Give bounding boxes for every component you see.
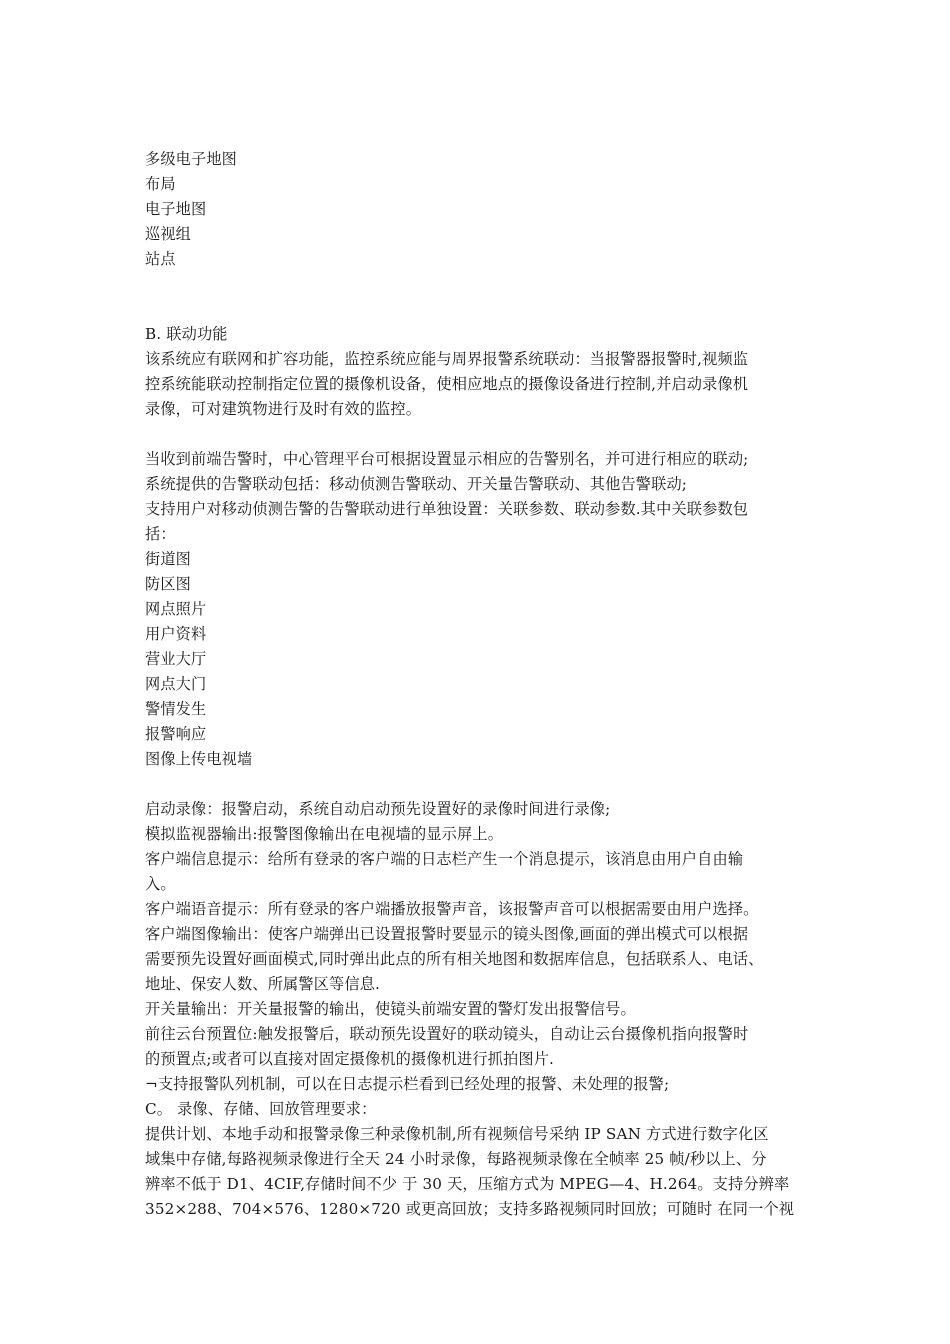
list-item: 报警响应	[145, 725, 207, 743]
section-c	[145, 1097, 820, 1222]
paragraph-line: 支持用户对移动侦测告警的告警联动进行单独设置：关联参数、联动参数.其中关联参数包	[145, 500, 749, 518]
list-item: 用户资料	[145, 625, 207, 643]
list-item: 图像上传电视墙	[145, 750, 253, 768]
paragraph-line: 该系统应有联网和扩容功能，监控系统应能与周界报警系统联动：当报警器报警时,视频监	[145, 350, 749, 368]
paragraph-line: 当收到前端告警时，中心管理平台可根据设置显示相应的告警别名，并可进行相应的联动;	[145, 450, 749, 468]
paragraph-line: 客户端图像输出：使客户端弹出已设置报警时要显示的镜头图像,画面的弹出模式可以根据	[145, 925, 749, 943]
paragraph-line: 提供计划、本地手动和报警录像三种录像机制,所有视频信号采纳 IP SAN 方式进行数字化区	[145, 1125, 769, 1143]
paragraph-line: 的预置点;或者可以直接对固定摄像机的摄像机进行抓拍图片.	[145, 1050, 555, 1068]
list-item: 布局	[145, 175, 176, 193]
paragraph-line: 模拟监视器输出:报警图像输出在电视墙的显示屏上。	[145, 825, 504, 843]
list-item: 营业大厅	[145, 650, 207, 668]
list-item: 防区图	[145, 575, 192, 593]
list-item: 电子地图	[145, 200, 207, 218]
paragraph-gap	[145, 422, 820, 447]
paragraph-line: 录像，可对建筑物进行及时有效的监控。	[145, 400, 422, 418]
paragraph-line: 辨率不低于 D1、4CIF,存储时间不少 于 30 天，压缩方式为 MPEG—4、H.264。支持分辨率	[145, 1175, 790, 1193]
paragraph-line: 客户端信息提示：给所有登录的客户端的日志栏产生一个消息提示，该消息由用户自由输	[145, 850, 744, 868]
paragraph-line: 控系统能联动控制指定位置的摄像机设备，使相应地点的摄像设备进行控制,并启动录像机	[145, 375, 749, 393]
paragraph-gap	[145, 772, 820, 797]
list-item: 巡视组	[145, 225, 192, 243]
paragraph-line: 系统提供的告警联动包括：移动侦测告警联动、开关量告警联动、其他告警联动;	[145, 475, 688, 493]
paragraph-line: 域集中存储,每路视频录像进行全天 24 小时录像，每路视频录像在全帧率 25 帧/秒以上、分	[145, 1150, 767, 1168]
paragraph-line: 地址、保安人数、所属警区等信息.	[145, 975, 381, 993]
paragraph-line: 开关量输出：开关量报警的输出，使镜头前端安置的警灯发出报警信号。	[145, 1000, 636, 1018]
list-item: 站点	[145, 250, 176, 268]
paragraph-line: 客户端语音提示：所有登录的客户端播放报警声音，该报警声音可以根据需要由用户选择。	[145, 900, 759, 918]
paragraph-line: 需要预先设置好画面模式,同时弹出此点的所有相关地图和数据库信息，包括联系人、电话、	[145, 950, 764, 968]
paragraph-line: 启动录像：报警启动，系统自动启动预先设置好的录像时间进行录像;	[145, 800, 611, 818]
section-heading: B. 联动功能	[145, 325, 228, 343]
paragraph-line: ¬支持报警队列机制，可以在日志提示栏看到已经处理的报警、未处理的报警;	[145, 1075, 670, 1093]
list-item: 警情发生	[145, 700, 207, 718]
paragraph-line: 入。	[145, 875, 176, 893]
section-heading: C。 录像、存储、回放管理要求：	[145, 1100, 377, 1118]
list-item: 网点照片	[145, 600, 207, 618]
list-item: 多级电子地图	[145, 150, 238, 168]
list-item: 网点大门	[145, 675, 207, 693]
map-items-list	[145, 147, 820, 272]
paragraph-line: 前往云台预置位:触发报警后，联动预先设置好的联动镜头，自动让云台摄像机指向报警时	[145, 1025, 749, 1043]
list-item: 街道图	[145, 550, 192, 568]
paragraph-line: 括：	[145, 525, 176, 543]
paragraph-line: 352×288、704×576、1280×720 或更高回放；支持多路视频同时回放；可随时 在同一个视	[145, 1200, 795, 1218]
section-b	[145, 322, 820, 1097]
